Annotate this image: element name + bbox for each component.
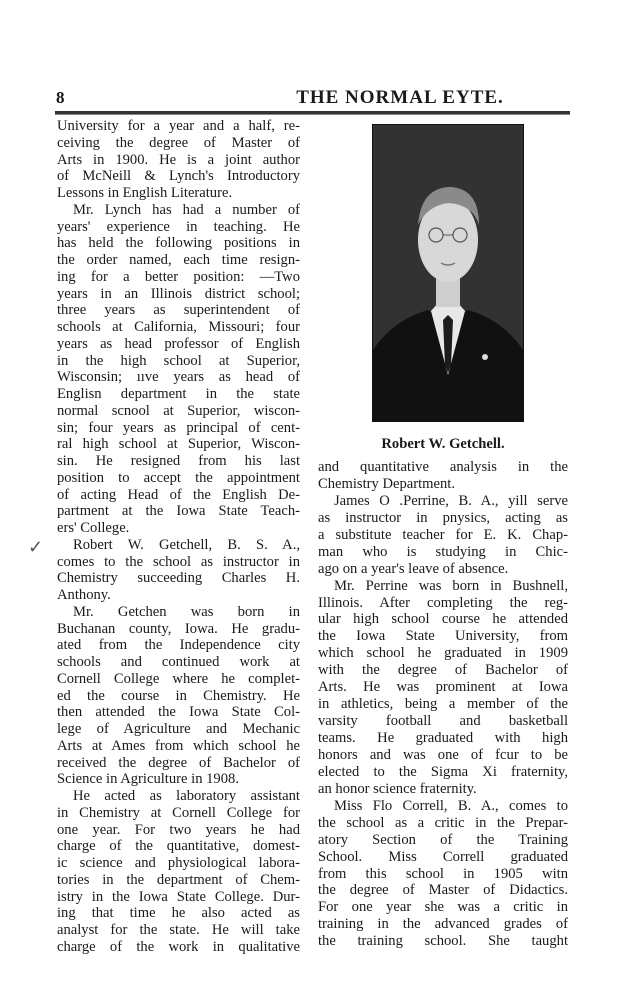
text-line: ers' College. <box>57 520 130 536</box>
text-line: Illinois. After completing the reg- <box>318 594 568 611</box>
text-line: James O .Perrine, B. A., yill serve <box>334 492 568 509</box>
text-line: the school as a critic in the Prepar- <box>318 814 568 831</box>
text-line: man who is studying in Chic- <box>318 543 568 560</box>
margin-check-mark: ✓ <box>28 537 44 557</box>
text-line: istry in the Iowa State College. Dur- <box>57 888 300 905</box>
text-line: the order named, each time resign- <box>57 252 300 268</box>
portrait-image <box>373 125 523 421</box>
text-line: from this school in 1905 witn <box>318 865 568 882</box>
text-line: University for a year and a half, re- <box>57 118 300 134</box>
page-number: 8 <box>56 88 65 107</box>
text-line: analyst for the state. He will take <box>57 922 300 938</box>
text-line: and quantitative analysis in the <box>318 459 568 475</box>
text-line: Mr. Perrine was born in Bushnell, <box>334 577 568 594</box>
text-line: of acting Head of the English De- <box>57 486 300 503</box>
text-line: atory Section of the Training <box>318 831 568 848</box>
text-line: one year. For two years he had <box>57 821 300 838</box>
text-line: received the degree of Bachelor of <box>57 754 300 771</box>
text-line: Buchanan county, Iowa. He gradu- <box>57 620 300 637</box>
text-line: Chemistry succeeding Charles H. <box>57 570 300 587</box>
text-line: in Chemistry at Cornell College for <box>57 804 300 821</box>
right-column <box>318 459 568 950</box>
text-line: years in an Illinois district school; <box>57 285 300 302</box>
text-line: varsity football and basketball <box>318 713 568 730</box>
text-line: three years as superintendent of <box>57 302 300 319</box>
text-line: ated from the Independence city <box>57 637 300 654</box>
text-line: Wisconsin; ııve years as head of <box>57 369 300 386</box>
text-line: Science in Agriculture in 1908. <box>57 771 239 788</box>
text-line: in athletics, being a member of the <box>318 696 568 713</box>
text-line: Cornell College where he complet- <box>57 670 300 687</box>
text-line: Robert W. Getchell, B. S. A., <box>73 536 300 553</box>
text-line: For one year she was a critic in <box>318 899 568 916</box>
text-line: a substitute teacher for E. K. Chap- <box>318 526 568 543</box>
text-line: as instructor in pnysics, acting as <box>318 509 568 526</box>
text-line: schools and continued work at <box>57 654 300 670</box>
text-line: tories in the department of Chem- <box>57 871 300 888</box>
text-line: ular high school course he attended <box>318 611 568 628</box>
text-line: charge of the work in qualitative <box>57 938 300 955</box>
text-line: with the degree of Bachelor of <box>318 662 568 679</box>
text-line: comes to the school as instructor in <box>57 553 300 570</box>
text-line: in the high school at Superior, <box>57 352 300 369</box>
text-line: Arts in 1900. He is a joint author <box>57 151 300 168</box>
text-line: an honor science fraternity. <box>318 780 477 797</box>
text-line: teams. He graduated with high <box>318 730 568 746</box>
text-line: He acted as laboratory assistant <box>73 788 300 804</box>
text-line: partment at the Iowa State Teach- <box>57 503 300 520</box>
text-line: has held the following positions in <box>57 235 300 252</box>
text-line: ic science and physiological labora- <box>57 855 300 871</box>
text-line: schools at California, Missouri; four <box>57 319 300 335</box>
text-line: sin; four years as principal of cent- <box>57 419 300 436</box>
text-line: which school he graduated in 1909 <box>318 645 568 662</box>
text-line: Arts at Ames from which school he <box>57 737 300 754</box>
text-line: charge of the quantitative, domest- <box>57 838 300 855</box>
text-line: training in the advanced grades of <box>318 916 568 933</box>
left-column <box>57 118 300 956</box>
text-line: Chemistry Department. <box>318 475 455 492</box>
text-line: ed the course in Chemistry. He <box>57 687 300 704</box>
portrait-photo <box>372 124 524 422</box>
text-line: of McNeill & Lynch's Introductory <box>57 168 300 185</box>
text-line: sin. He resigned from his last <box>57 453 300 469</box>
text-line: years as head professor of English <box>57 335 300 352</box>
text-line: Anthony. <box>57 587 111 603</box>
text-line: Mr. Lynch has had a number of <box>73 201 300 218</box>
text-line: the training school. She taught <box>318 933 568 950</box>
text-line: Miss Flo Correll, B. A., comes to <box>334 797 568 814</box>
text-line: ing for a better position: —Two <box>57 268 300 285</box>
text-line: School. Miss Correll graduated <box>318 848 568 865</box>
text-line: elected to the Sigma Xi fraternity, <box>318 763 568 780</box>
publication-title: THE NORMAL EYTE. <box>296 87 504 108</box>
text-line: Lessons in English Literature. <box>57 185 233 201</box>
text-line: ceiving the degree of Master of <box>57 134 300 151</box>
header-rule <box>55 111 570 115</box>
text-line: position to accept the appointment <box>57 469 300 486</box>
photo-caption: Robert W. Getchell. <box>381 436 505 452</box>
text-line: the degree of Master of Didactics. <box>318 882 568 899</box>
text-line: Mr. Getchen was born in <box>73 603 300 620</box>
text-line: honors and was one of fcur to be <box>318 746 568 763</box>
text-line: then attended the Iowa State Col- <box>57 704 300 721</box>
text-line: Englisn department in the state <box>57 386 300 402</box>
text-line: lege of Agriculture and Mechanic <box>57 721 300 737</box>
text-line: ago on a year's leave of absence. <box>318 560 509 577</box>
text-line: years' experience in teaching. He <box>57 218 300 235</box>
text-line: Arts. He was prominent at Iowa <box>318 679 568 696</box>
text-line: the Iowa State University, from <box>318 628 568 645</box>
text-line: ral high school at Superior, Wiscon- <box>57 436 300 453</box>
text-line: ing that time he also acted as <box>57 905 300 922</box>
text-line: normal scnool at Superior, wiscon- <box>57 402 300 419</box>
